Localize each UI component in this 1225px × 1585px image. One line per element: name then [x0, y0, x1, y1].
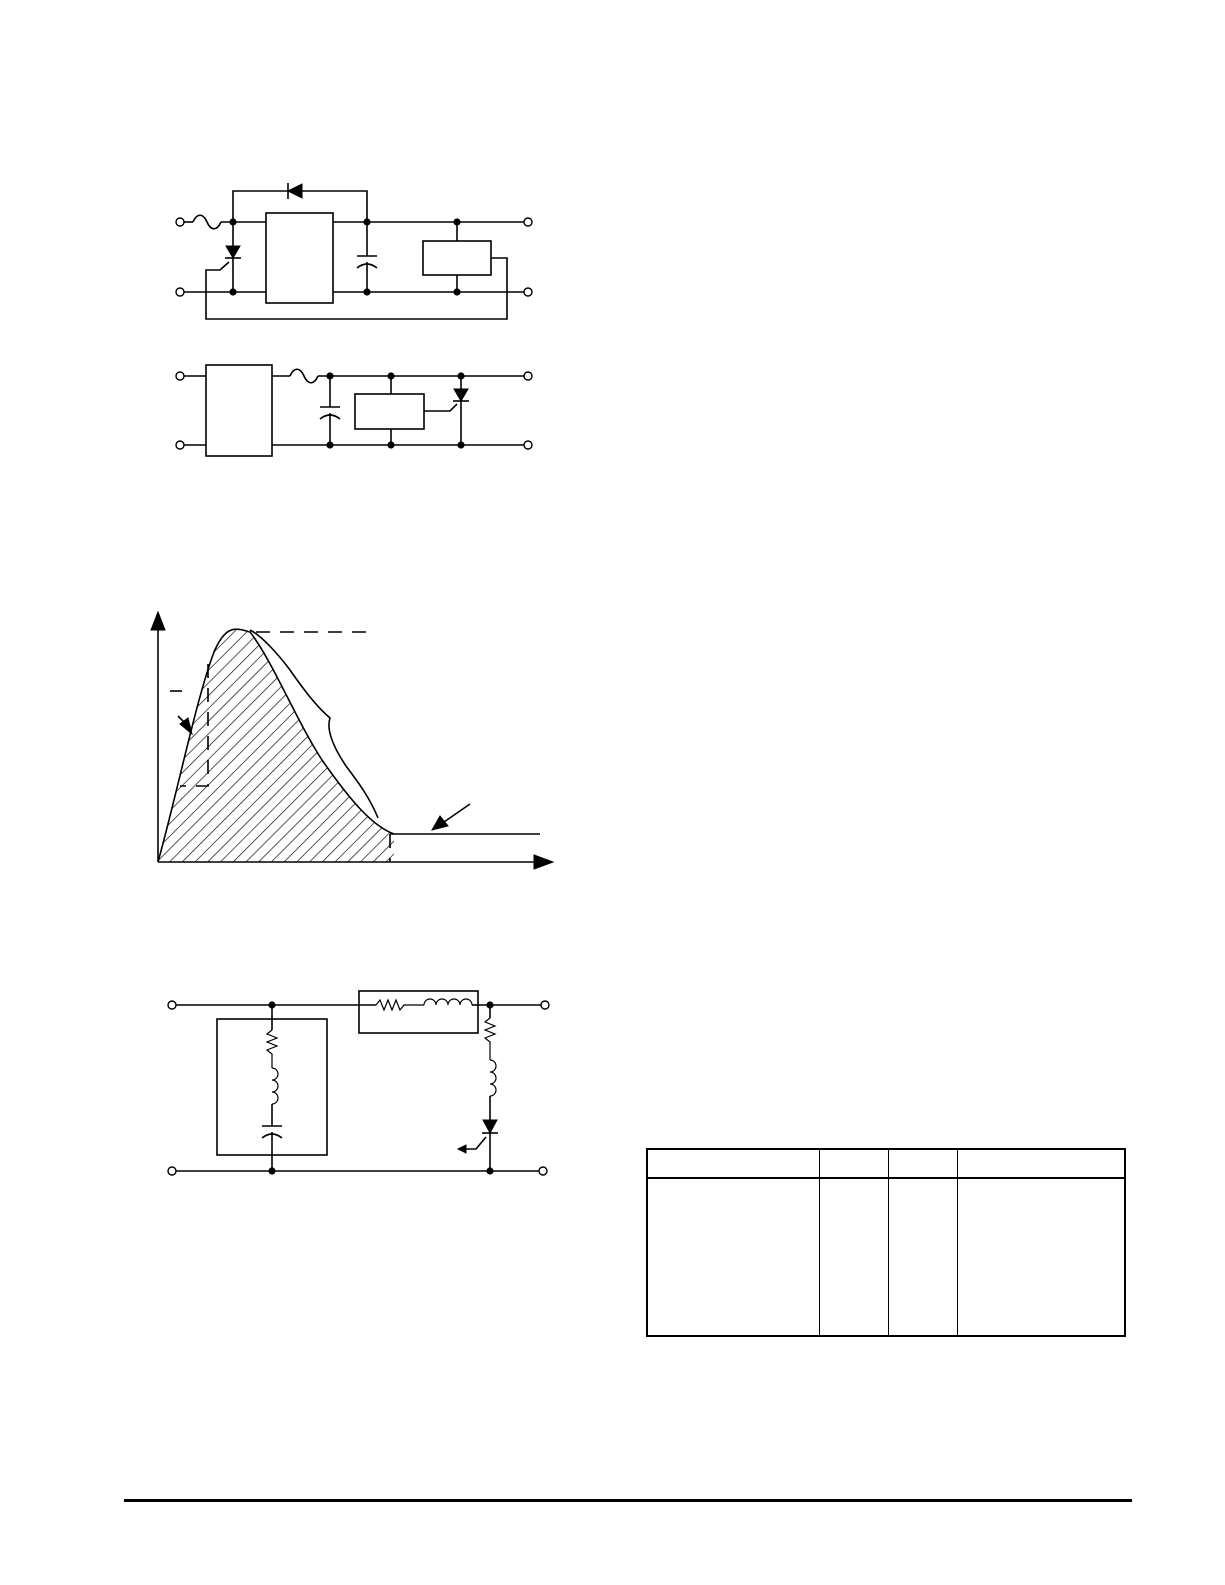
crowbar-circuit-1	[176, 183, 532, 319]
table-cell	[819, 1178, 889, 1336]
gate-arrow-icon	[458, 1145, 466, 1153]
spec-table	[646, 1148, 1126, 1337]
terminal-icon	[524, 441, 532, 449]
inductor-icon	[490, 1060, 496, 1096]
table-cell	[647, 1178, 819, 1336]
sense-box	[423, 241, 491, 275]
y-axis-arrow-icon	[151, 612, 165, 630]
hatched-energy-region	[150, 600, 410, 870]
table-header-cell	[647, 1149, 819, 1178]
terminal-icon	[176, 372, 184, 380]
power-supply-box	[206, 365, 272, 456]
table-header-cell	[819, 1149, 889, 1178]
terminal-icon	[524, 288, 532, 296]
table-row	[647, 1178, 1125, 1336]
terminal-icon	[524, 372, 532, 380]
table-cell	[889, 1178, 958, 1336]
scr-icon	[483, 1120, 497, 1133]
table-header-cell	[958, 1149, 1125, 1178]
table-header-row	[647, 1149, 1125, 1178]
terminal-icon	[539, 1167, 547, 1175]
terminal-icon	[168, 1001, 176, 1009]
crowbar-circuit-2	[176, 365, 532, 456]
feedback-diode-icon	[288, 184, 302, 198]
table-header-cell	[889, 1149, 958, 1178]
x-axis-arrow-icon	[534, 855, 553, 869]
terminal-icon	[541, 1001, 549, 1009]
scr-icon	[226, 246, 240, 258]
terminal-icon	[176, 218, 184, 226]
surge-waveform	[150, 600, 553, 870]
series-rl-box	[359, 991, 478, 1033]
power-supply-box	[266, 213, 333, 303]
snubber-circuit	[168, 991, 549, 1175]
terminal-icon	[176, 441, 184, 449]
terminal-icon	[524, 218, 532, 226]
sense-box	[355, 394, 424, 429]
terminal-icon	[176, 288, 184, 296]
footer-rule	[124, 1499, 1132, 1502]
terminal-icon	[168, 1167, 176, 1175]
pointer-arrow-icon	[432, 816, 448, 830]
scr-icon	[454, 389, 468, 401]
table-cell	[958, 1178, 1125, 1336]
